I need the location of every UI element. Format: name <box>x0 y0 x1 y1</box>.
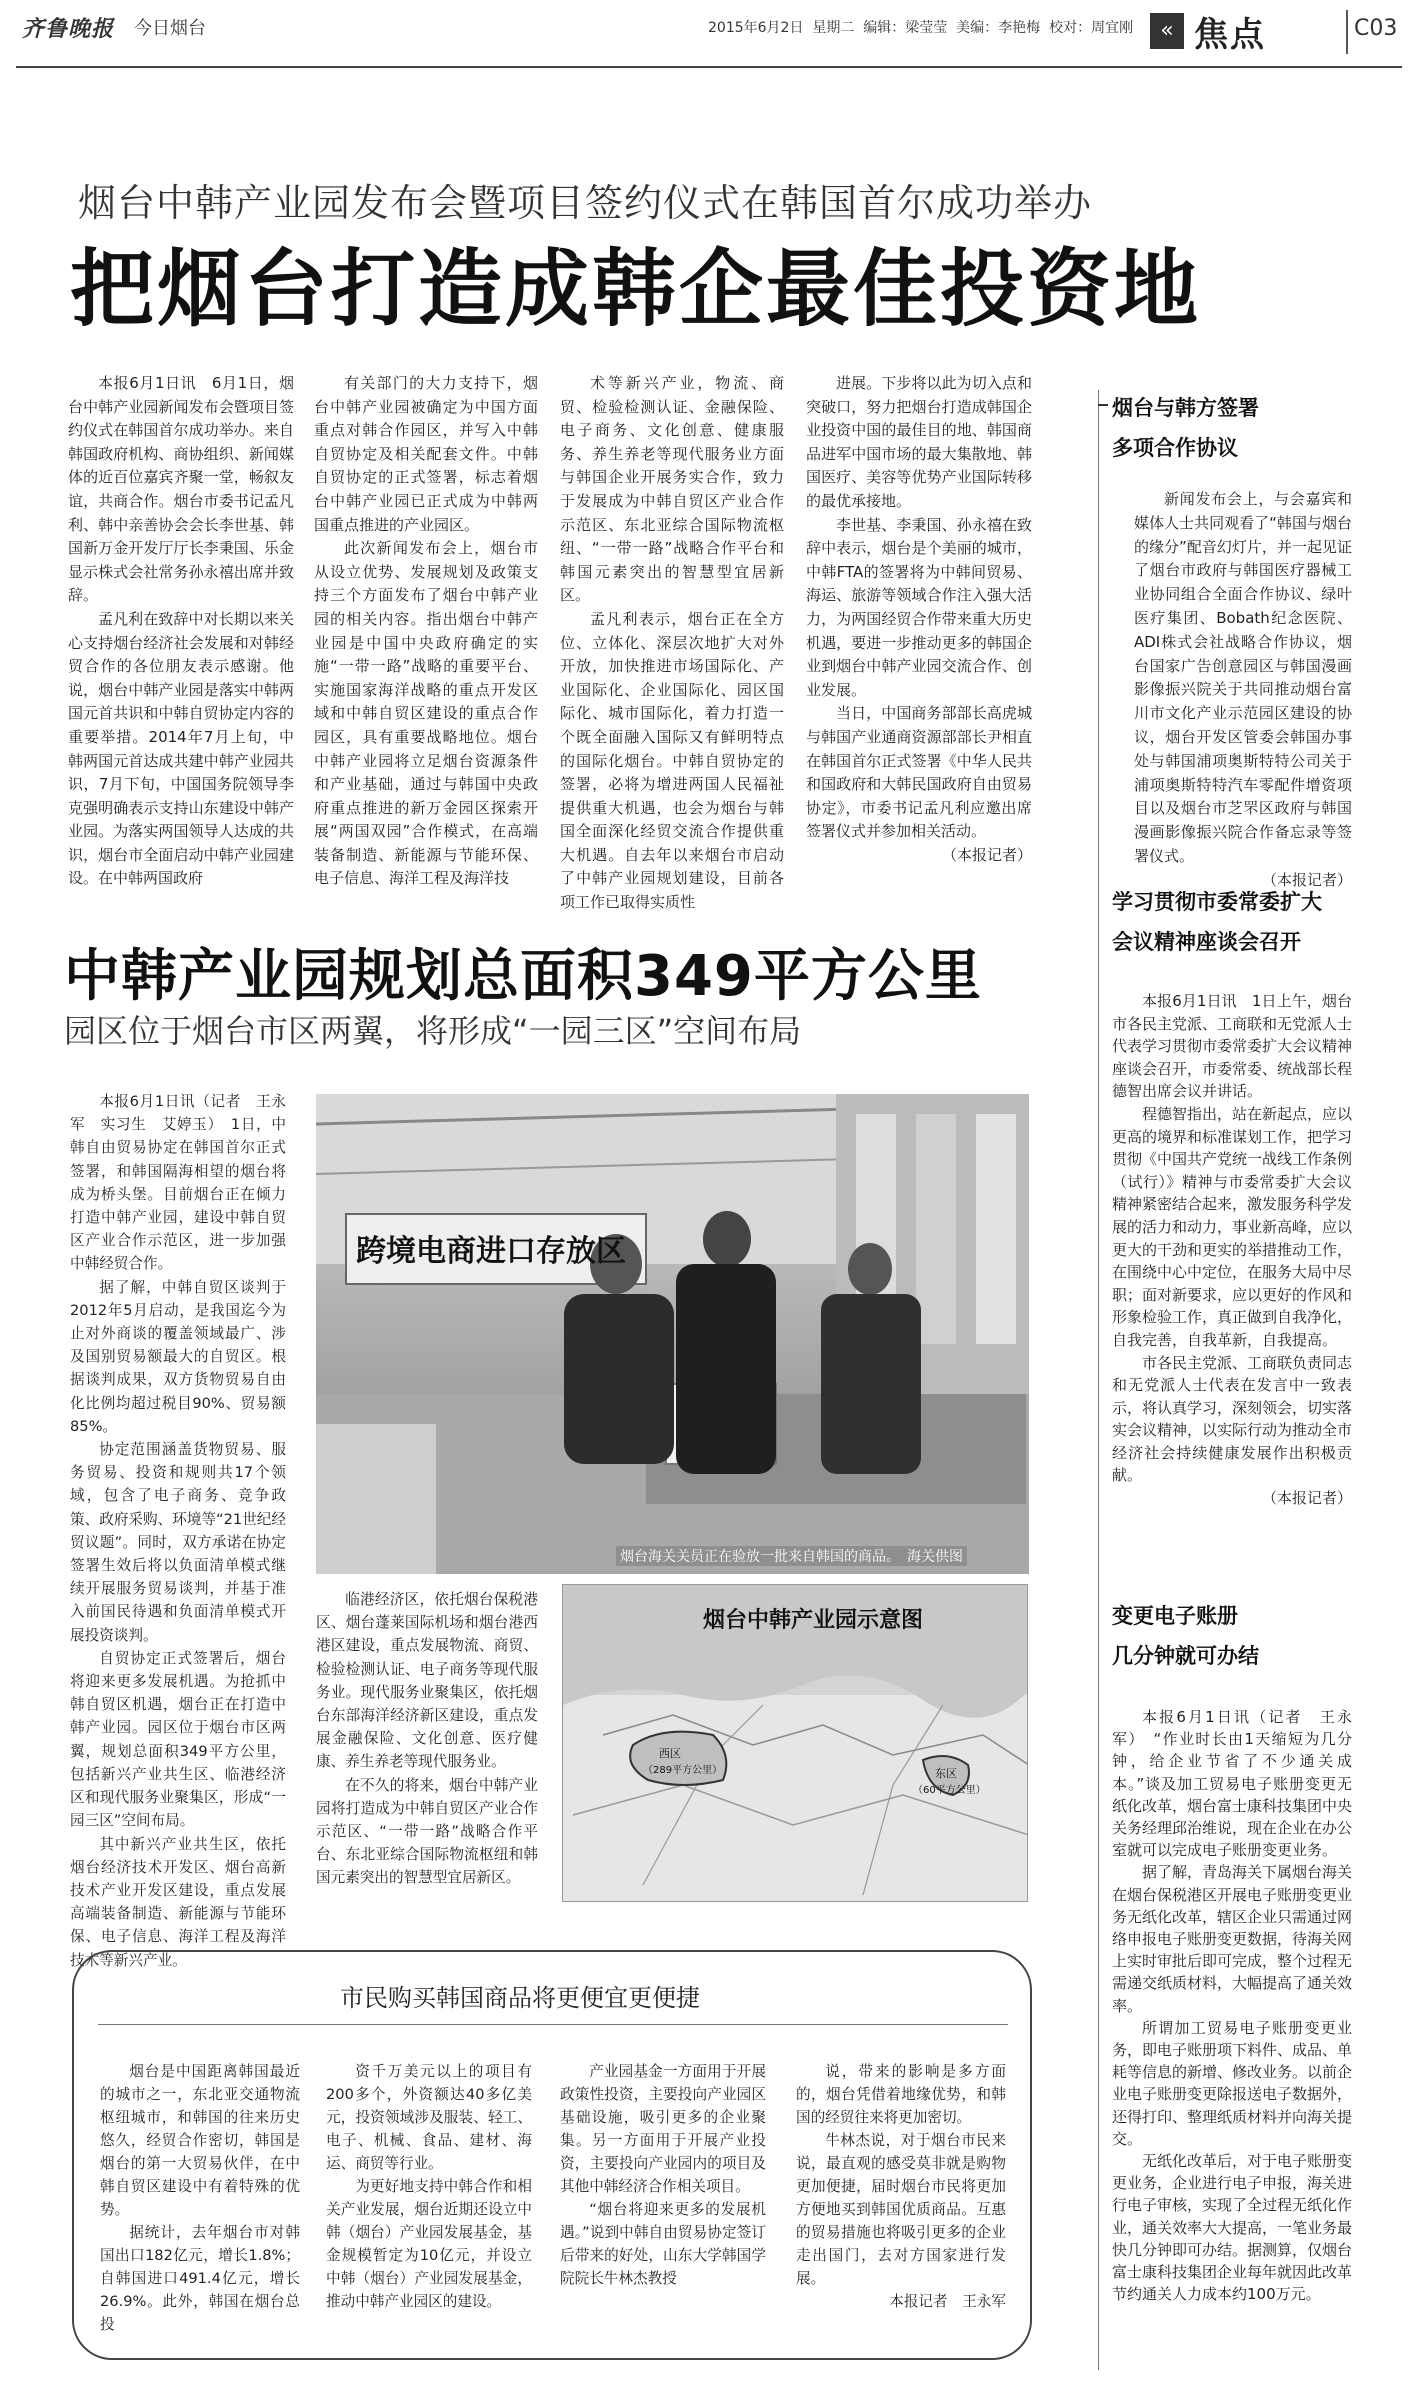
section-name: 今日烟台 <box>134 18 206 39</box>
paragraph: 资千万美元以上的项目有200多个，外资额达40多亿美元，投资领域涉及服装、轻工、电子、机械、食品、建材、海运、商贸等行业。 <box>326 2063 532 2172</box>
paragraph: 孟凡利表示，烟台正在全方位、立体化、深层次地扩大对外开放，加快推进市场国际化、产业国际化、企业国际化、园区国际化、城市国际化，着力打造一个既全面融入国际又有鲜明特点的国际化烟台。中韩自贸协定的签署，必将为增进两国人民福祉提供重大机遇，也会为烟台与韩国全面深化经贸交流合作提供重大机遇。自去年以来烟台市启动了中韩产业园规划建设，目前各项工作已取得实质性 <box>560 609 784 912</box>
lead-headline: 把烟台打造成韩企最佳投资地 <box>70 240 1202 338</box>
side-1-title-line-1: 烟台与韩方签署 <box>1112 396 1259 420</box>
paragraph: 所谓加工贸易电子账册变更业务，即电子账册项下料件、成品、单耗等信息的新增、修改业务。以前企业电子账册变更除报送电子数据外，还得打印、整理纸质材料并向海关提交。 <box>1112 2018 1353 2148</box>
paragraph: 有关部门的大力支持下，烟台中韩产业园被确定为中国方面重点对韩合作园区，并写入中韩自贸协定及相关配套文件。中韩自贸协定的正式签署，标志着烟台中韩产业园已正式成为中韩两国重点推进的产业园区。 <box>314 374 538 534</box>
paragraph: 为更好地支持中韩合作和相关产业发展，烟台近期还设立中韩（烟台）产业园发展基金，基金规模暂定为10亿元，并设立中韩（烟台）产业园发展基金，推动中韩产业园区的建设。 <box>326 2178 532 2310</box>
paragraph: 术等新兴产业，物流、商贸、检验检测认证、金融保险、电子商务、文化创意、健康服务、养生养老等现代服务业方面与韩国企业开展务实合作，致力于发展成为中韩自贸区产业合作示范区、东北亚综合国际物流枢纽、“一带一路”战略合作平台和韩国元素突出的智慧型宜居新区。 <box>560 374 784 605</box>
right-column-divider <box>1098 390 1099 2370</box>
side-story-3 <box>1112 1596 1392 1676</box>
paragraph: 协定范围涵盖货物贸易、服务贸易、投资和规则共17个领域，包含了电子商务、竞争政策、政府采购、环境等“21世纪经贸议题”。同时，双方承诺在协定签署生效后将以负面清单模式继续开展服务贸易谈判，并基于准入前国民待遇和负面清单模式开展投资谈判。 <box>70 1441 286 1644</box>
designer: 美编：李艳梅 <box>956 20 1041 36</box>
photo-sign: 跨境电商进口存放区 <box>356 1234 626 1269</box>
box-column-2 <box>326 2060 532 2313</box>
double-chevron-icon: « <box>1150 13 1184 49</box>
paragraph: 程德智指出，站在新起点，应以更高的境界和标准谋划工作，把学习贯彻《中国共产党统一战线工作条例（试行）》精神与市委常委扩大会议精神紧密结合起来，激发服务科学发展的活力和动力，事业新高峰，应以更大的干劲和更实的举措推动工作，在围绕中心中定位，在服务大局中尽职；面对新要求，应以更好的作风和形象检验工作，真正做到自我净化，自我完善，自我革新，自我提高。 <box>1112 1104 1353 1349</box>
paragraph: 据统计，去年烟台市对韩国出口182亿元，增长1.8%；自韩国进口491.4亿元，增长26.9%。此外，韩国在烟台总投 <box>100 2224 300 2333</box>
box-column-4 <box>796 2060 1006 2313</box>
paragraph: “烟台将迎来更多的发展机遇。”说到中韩自由贸易协定签订后带来的好处，山东大学韩国学院院长牛林杰教授 <box>560 2201 766 2287</box>
box-column-1 <box>100 2060 300 2336</box>
lead-column-2 <box>314 372 538 891</box>
paragraph: 临港经济区，依托烟台保税港区、烟台蓬莱国际机场和烟台港西港区建设，重点发展物流、商贸、检验检测认证、电子商务等现代服务业。现代服务业聚集区，依托烟台东部海洋经济新区建设，重点发展金融保险、文化创意、医疗健康、养生养老等现代服务业。 <box>316 1591 538 1771</box>
column-badge <box>1150 8 1330 54</box>
side-1-title-line-2: 多项合作协议 <box>1112 436 1238 460</box>
side-story-1 <box>1112 388 1372 468</box>
paragraph: 其中新兴产业共生区，依托烟台经济技术开发区、烟台高新技术产业开发区建设，重点发展高端装备制造、新能源与节能环保、电子信息、海洋工程及海洋技术等新兴产业。 <box>70 1835 286 1969</box>
paragraph: 进展。下步将以此为切入点和突破口，努力把烟台打造成韩国企业投资中国的最佳目的地、韩国商品进军中国市场的最大集散地、韩国医疗、美容等优势产业国际转移的最优承接地。 <box>806 374 1032 510</box>
map-west-label: 西区 <box>659 1747 681 1760</box>
side-story-2 <box>1112 882 1392 962</box>
lead-column-4 <box>806 372 1032 867</box>
side-2-title-line-2: 会议精神座谈会召开 <box>1112 930 1301 954</box>
paragraph: 本报6月1日讯（记者 王永军 实习生 艾婷玉） 1日，中韩自由贸易协定在韩国首尔正式签署，和韩国隔海相望的烟台将成为桥头堡。目前烟台正在倾力打造中韩产业园，建设中韩自贸区产业合作示范区，进一步加强中韩经贸合作。 <box>70 1093 286 1273</box>
paragraph: 本报6月1日讯（记者 王永军） “作业时长由1天缩短为几分钟，给企业节省了不少通关成本。”谈及加工贸易电子账册变更无纸化改革，烟台富士康科技集团中央关务经理邱治维说，现在企业在办公室就可以完成电子账册变更业务。 <box>1112 1708 1353 1860</box>
byline: （本报记者） <box>941 845 1032 864</box>
lead-column-1 <box>68 372 294 891</box>
paragraph: 据了解，中韩自贸区谈判于2012年5月启动，是我国迄今为止对外商谈的覆盖领域最广、涉及国别贸易额最大的自贸区。根据谈判成果，双方货物贸易自由化比例均超过税目90%、贸易额85%。 <box>70 1278 286 1435</box>
paragraph: 本报6月1日讯 1日上午，烟台市各民主党派、工商联和无党派人士代表学习贯彻市委常委扩大会议精神座谈会召开，市委常委、统战部长程德智出席会议并讲话。 <box>1112 992 1353 1101</box>
editor: 编辑：梁莹莹 <box>863 20 948 36</box>
header-rule <box>16 66 1402 68</box>
paragraph: 在不久的将来，烟台中韩产业园将打造成为中韩自贸区产业合作示范区、“一带一路”战略合作平台、东北亚综合国际物流枢纽和韩国元素突出的智慧型宜居新区。 <box>316 1776 538 1887</box>
lead-column-3 <box>560 372 784 915</box>
byline: （本报记者） <box>1261 1489 1352 1508</box>
paragraph: 烟台是中国距离韩国最近的城市之一，东北亚交通物流枢纽城市，和韩国的往来历史悠久，经贸合作密切，韩国是烟台的第一大贸易伙伴，在中韩自贸区建设中有着特殊的优势。 <box>100 2063 300 2218</box>
map-west-area: （289平方公里） <box>643 1765 723 1776</box>
bottom-box-title-rule <box>98 2024 1008 2025</box>
side-story-1-body <box>1134 488 1352 893</box>
side-story-3-body <box>1112 1706 1352 2305</box>
side-1-arrow-line <box>1098 404 1108 406</box>
masthead: 齐鲁晚报 <box>22 16 115 42</box>
page-number: C03 <box>1354 16 1398 41</box>
proofreader: 校对：周宜刚 <box>1049 20 1134 36</box>
byline: 本报记者 王永军 <box>889 2293 1006 2310</box>
paragraph: 新闻发布会上，与会嘉宾和媒体人士共同观看了“韩国与烟台的缘分”配音幻灯片，并一起见证了烟台市政府与韩国医疗器械工业协同组合全面合作协议、绿叶医疗集团、Bobath纪念医院、ADI株式会社战略合作协议，烟台国家广告创意园区与韩国漫画影像振兴院关于共同推动烟台富川市文化产业示范园区建设的协议，烟台开发区管委会韩国办事处与韩国浦项奥斯特特公司关于浦项奥斯特特汽车零配件增资项目以及烟台市芝罘区政府与韩国漫画影像振兴院合作备忘录等签署仪式。 <box>1134 490 1352 865</box>
paragraph: 此次新闻发布会上，烟台市从设立优势、发展规划及政策支持三个方面发布了烟台中韩产业园的相关内容。指出烟台中韩产业园是中国中央政府确定的实施“一带一路”战略的重要平台、实施国家海洋战略的重点开发区域和中韩自贸区建设的重点合作园区，具有重要战略地位。烟台中韩产业园将立足烟台资源条件和产业基础，通过与韩国中央政府重点推进的新万金园区探索开展“两国双园”合作模式，在高端装备制造、新能源与节能环保、电子信息、海洋工程及海洋技 <box>314 539 538 888</box>
header-meta <box>708 17 1133 37</box>
bottom-box-title: 市民购买韩国商品将更便宜更便捷 <box>340 1984 700 2012</box>
box-column-3 <box>560 2060 766 2290</box>
paragraph: 本报6月1日讯 6月1日，烟台中韩产业园新闻发布会暨项目签约仪式在韩国首尔成功举办。来自韩国政府机构、商协组织、新闻媒体的近百位嘉宾齐聚一堂，畅叙友谊，共商合作。烟台市委书记孟凡利、韩中亲善协会会长李世基、韩国新万金开发厅厅长李秉国、乐金显示株式会社常务孙永禧出席并致辞。 <box>68 374 294 605</box>
side-3-title-line-2: 几分钟就可办结 <box>1112 1644 1259 1668</box>
second-column-2 <box>316 1588 538 1890</box>
side-2-title-line-1: 学习贯彻市委常委扩大 <box>1112 890 1322 914</box>
paragraph: 无纸化改革后，对于电子账册变更业务，企业进行电子申报，海关进行电子审核，实现了全过程无纸化作业，通关效率大大提高，一笔业务最快几分钟即可办结。据测算，仅烟台富士康科技集团企业每年就因此改革节约通关人力成本约100万元。 <box>1112 2152 1353 2304</box>
paragraph: 李世基、李秉国、孙永禧在致辞中表示，烟台是个美丽的城市，中韩FTA的签署将为中韩间贸易、海运、旅游等领域合作注入强大活力，为两国经贸合作带来重大历史机遇，要进一步推动更多的韩国企业到烟台中韩产业园交流合作、创业发展。 <box>806 515 1032 699</box>
second-headline: 中韩产业园规划总面积349平方公里 <box>64 944 982 1009</box>
photo-illustration <box>316 1094 1029 1574</box>
header-divider-vertical <box>1346 10 1348 54</box>
paragraph: 当日，中国商务部部长高虎城与韩国产业通商资源部部长尹相直在韩国首尔正式签署《中华人民共和国政府和大韩民国政府自由贸易协定》，市委书记孟凡利应邀出席签署仪式并参加相关活动。 <box>806 704 1032 841</box>
paragraph: 牛林杰说，对于烟台市民来说，最直观的感受莫非就是购物更加便捷，届时烟台市民将更加方便地买到韩国优质商品。互惠的贸易措施也将吸引更多的企业走出国门，去对方国家进行发展。 <box>796 2132 1006 2287</box>
weekday: 星期二 <box>812 20 855 36</box>
paragraph: 据了解，青岛海关下属烟台海关在烟台保税港区开展电子账册变更业务无纸化改革，辖区企业只需通过网络申报电子账册变更数据，待海关网上实时审批后即可完成，整个过程无需递交纸质材料，大幅提高了通关效率。 <box>1112 1863 1353 2015</box>
paragraph: 说，带来的影响是多方面的，烟台凭借着地缘优势，和韩国的经贸往来将更加密切。 <box>796 2063 1006 2126</box>
date: 2015年6月2日 <box>708 20 804 36</box>
side-story-2-body <box>1112 990 1352 1510</box>
paragraph: 产业园基金一方面用于开展政策性投资，主要投向产业园区基础设施，吸引更多的企业聚集。另一方面用于开展产业投资，主要投向产业园内的项目及其他中韩经济合作相关项目。 <box>560 2063 766 2195</box>
paragraph: 自贸协定正式签署后，烟台将迎来更多发展机遇。为抢抓中韩自贸区机遇，烟台正在打造中韩产业园。园区位于烟台市区两翼，规划总面积349平方公里，包括新兴产业共生区、临港经济区和现代服务业聚集区，形成“一园三区”空间布局。 <box>70 1649 286 1830</box>
byline: （本报记者） <box>1261 870 1352 889</box>
park-map <box>562 1584 1028 1902</box>
second-subhead: 园区位于烟台市区两翼，将形成“一园三区”空间布局 <box>64 1012 802 1050</box>
second-column-1 <box>70 1090 286 1972</box>
side-3-title-line-1: 变更电子账册 <box>1112 1604 1238 1628</box>
lead-kicker: 烟台中韩产业园发布会暨项目签约仪式在韩国首尔成功举办 <box>78 181 1093 225</box>
paragraph: 市各民主党派、工商联负责同志和无党派人士代表在发言中一致表示，将认真学习，深刻领会，切实落实会议精神，以实际行动为推动全市经济社会持续健康发展作出积极贡献。 <box>1112 1353 1353 1485</box>
map-east-area: （60平方公里） <box>913 1785 986 1796</box>
paragraph: 孟凡利在致辞中对长期以来关心支持烟台经济社会发展和对韩经贸合作的各位朋友表示感谢。他说，烟台中韩产业园是落实中韩两国元首共识和中韩自贸协定内容的重要举措。2014年7月上旬，中韩两国元首达成共建中韩产业园共识，7月下旬，中国国务院领导李克强明确表示支持山东建设中韩产业园。为落实两国领导人达成的共识，烟台市全面启动中韩产业园建设。在中韩两国政府 <box>68 609 294 888</box>
news-photo <box>316 1094 1029 1574</box>
column-title: 焦点 <box>1194 14 1266 55</box>
map-east-label: 东区 <box>935 1767 957 1780</box>
photo-caption: 烟台海关关员正在验放一批来自韩国的商品。 海关供图 <box>616 1546 967 1566</box>
map-title: 烟台中韩产业园示意图 <box>703 1608 924 1633</box>
